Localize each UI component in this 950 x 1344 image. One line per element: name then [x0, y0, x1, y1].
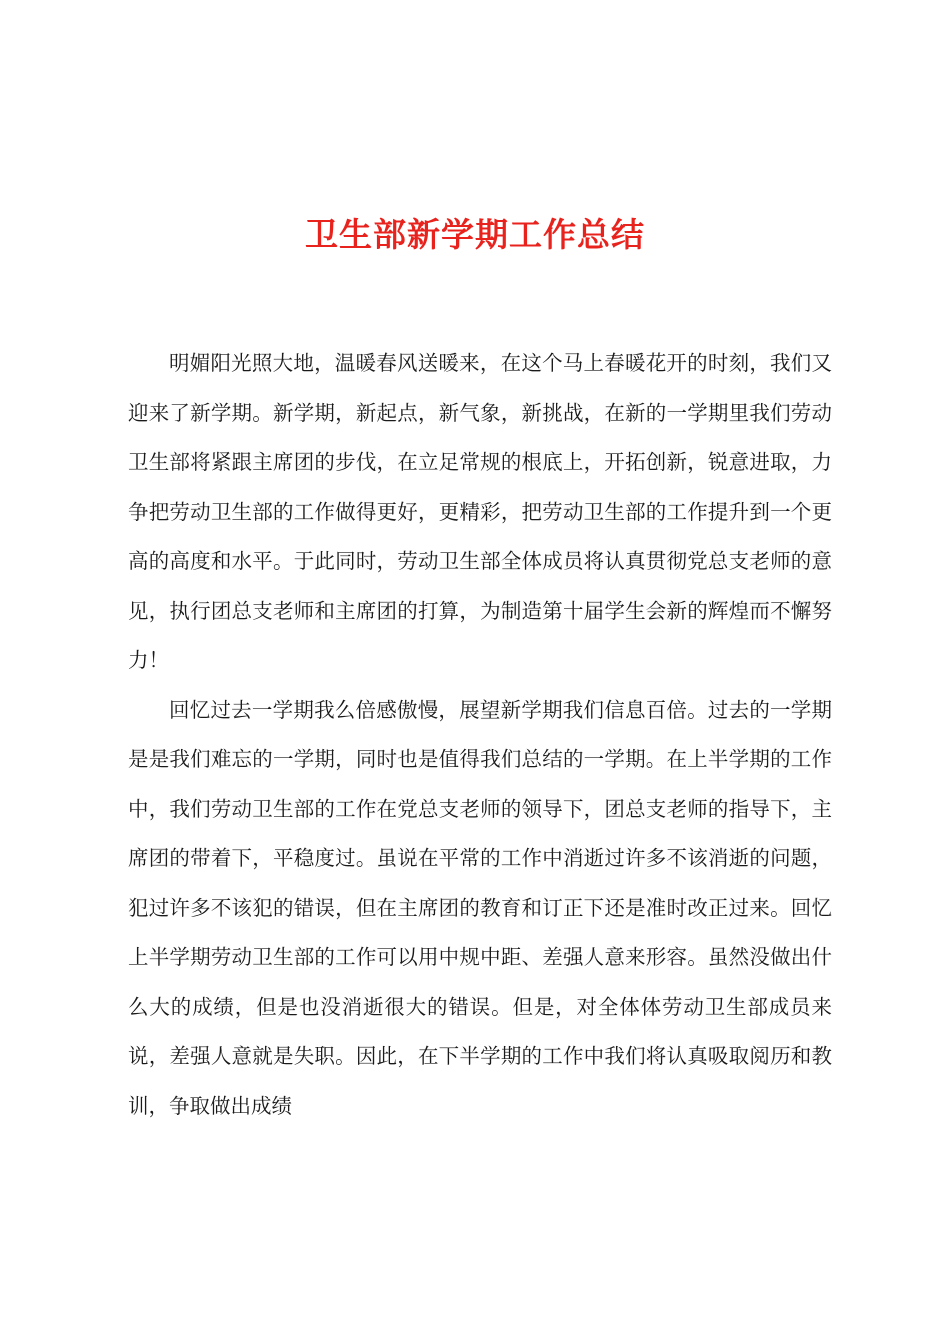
paragraph-1: 明媚阳光照大地，温暖春风送暖来，在这个马上春暖花开的时刻，我们又迎来了新学期。新学期，新起点，新气象，新挑战，在新的一学期里我们劳动卫生部将紧跟主席团的步伐，在立足常规的根底上，开拓创新，锐意进取，力争把劳动卫生部的工作做得更好，更精彩，把劳动卫生部的工作提升到一个更高的高度和水平。于此同时，劳动卫生部全体成员将认真贯彻党总支老师的意见，执行团总支老师和主席团的打算，为制造第十届学生会新的辉煌而不懈努力！	[128, 351, 832, 672]
paragraph-2: 回忆过去一学期我么倍感傲慢，展望新学期我们信息百倍。过去的一学期是是我们难忘的一学期，同时也是值得我们总结的一学期。在上半学期的工作中，我们劳动卫生部的工作在党总支老师的领导下，团总支老师的指导下，主席团的带着下，平稳度过。虽说在平常的工作中消逝过许多不该消逝的问题，犯过许多不该犯的错误，但在主席团的教育和订正下还是准时改正过来。回忆上半学期劳动卫生部的工作可以用中规中距、差强人意来形容。虽然没做出什么大的成绩，但是也没消逝很大的错误。但是，对全体体劳动卫生部成员来说，差强人意就是失职。因此，在下半学期的工作中我们将认真吸取阅历和教训，争取做出成绩	[128, 697, 832, 1118]
document-title: 卫生部新学期工作总结	[305, 215, 645, 254]
document-body	[128, 339, 832, 1131]
